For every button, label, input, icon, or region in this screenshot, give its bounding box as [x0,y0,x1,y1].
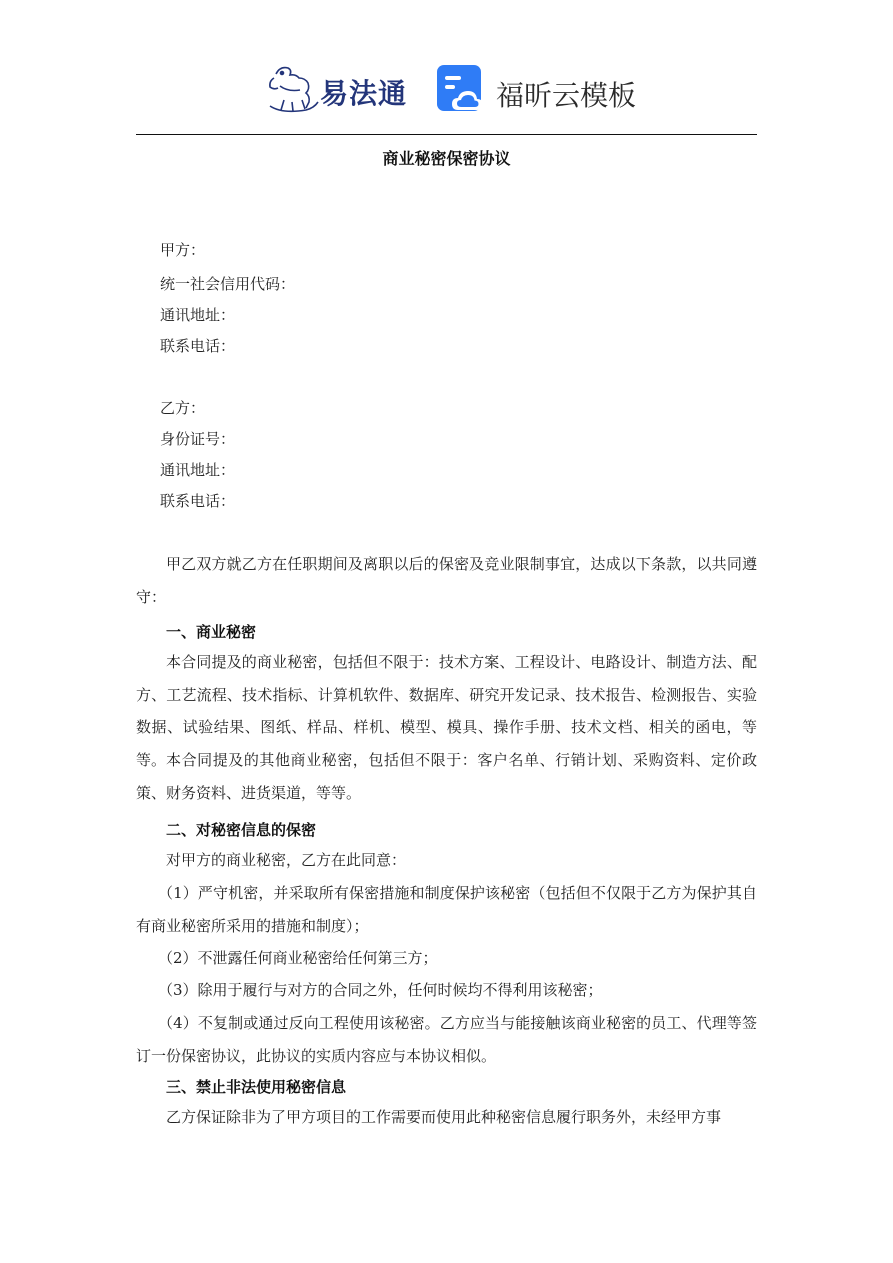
party-b-label: 乙方： [160,399,206,417]
section1-heading: 一、商业秘密 [166,623,257,641]
party-a-address: 通讯地址： [160,306,236,324]
party-b-id-number: 身份证号： [160,430,236,448]
party-a-label: 甲方： [160,241,206,259]
document-title: 商业秘密保密协议 [382,149,511,168]
section2-item-1: （1）严守机密，并采取所有保密措施和制度保护该秘密（包括但不仅限于乙方为保护其自有商业秘密所采用的措施和制度）； [136,884,757,935]
party-a-phone: 联系电话： [160,337,236,355]
section1-paragraph-2: 本合同提及的其他商业秘密，包括但不限于：客户名单、行销计划、采购资料、定价政策、财务资料、进货渠道，等等。 [136,751,757,802]
fuxin-logo [436,64,636,118]
section3-heading: 三、禁止非法使用秘密信息 [166,1078,347,1096]
qilin-emblem-icon [262,60,320,118]
header-divider [136,134,757,135]
section2-item-3: （3）除用于履行与对方的合同之外，任何时候均不得利用该秘密； [158,981,603,999]
section3-paragraph-1: 乙方保证除非为了甲方项目的工作需要而使用此种秘密信息履行职务外，未经甲方事 [166,1108,722,1126]
section2-heading: 二、对秘密信息的保密 [166,821,317,839]
party-a-credit-code: 统一社会信用代码： [160,275,296,293]
section2-item-4: （4）不复制或通过反向工程使用该秘密。乙方应当与能接触该商业秘密的员工、代理等签订一份保密协议，此协议的实质内容应与本协议相似。 [136,1014,757,1065]
header-logos [262,60,642,122]
party-b-phone: 联系电话： [160,492,236,510]
section2-paragraph-1: 对甲方的商业秘密，乙方在此同意： [166,851,407,869]
yifatong-wordmark: 易法通 [320,77,408,110]
fuxin-wordmark: 福昕云模板 [496,79,637,112]
section1-paragraph-1: 本合同提及的商业秘密，包括但不限于：技术方案、工程设计、电路设计、制造方法、配方、工艺流程、技术指标、计算机软件、数据库、研究开发记录、技术报告、检测报告、实验数据、试验结果、图纸、样品、样机、模型、模具、操作手册、技术文档、相关的函电，等等。 [136,653,757,769]
intro-paragraph: 甲乙双方就乙方在任职期间及离职以后的保密及竞业限制事宜，达成以下条款，以共同遵守： [136,555,757,606]
yifatong-logo [262,60,414,118]
party-b-address: 通讯地址： [160,461,236,479]
cloud-template-icon [436,64,486,114]
section2-item-2: （2）不泄露任何商业秘密给任何第三方； [158,949,438,967]
